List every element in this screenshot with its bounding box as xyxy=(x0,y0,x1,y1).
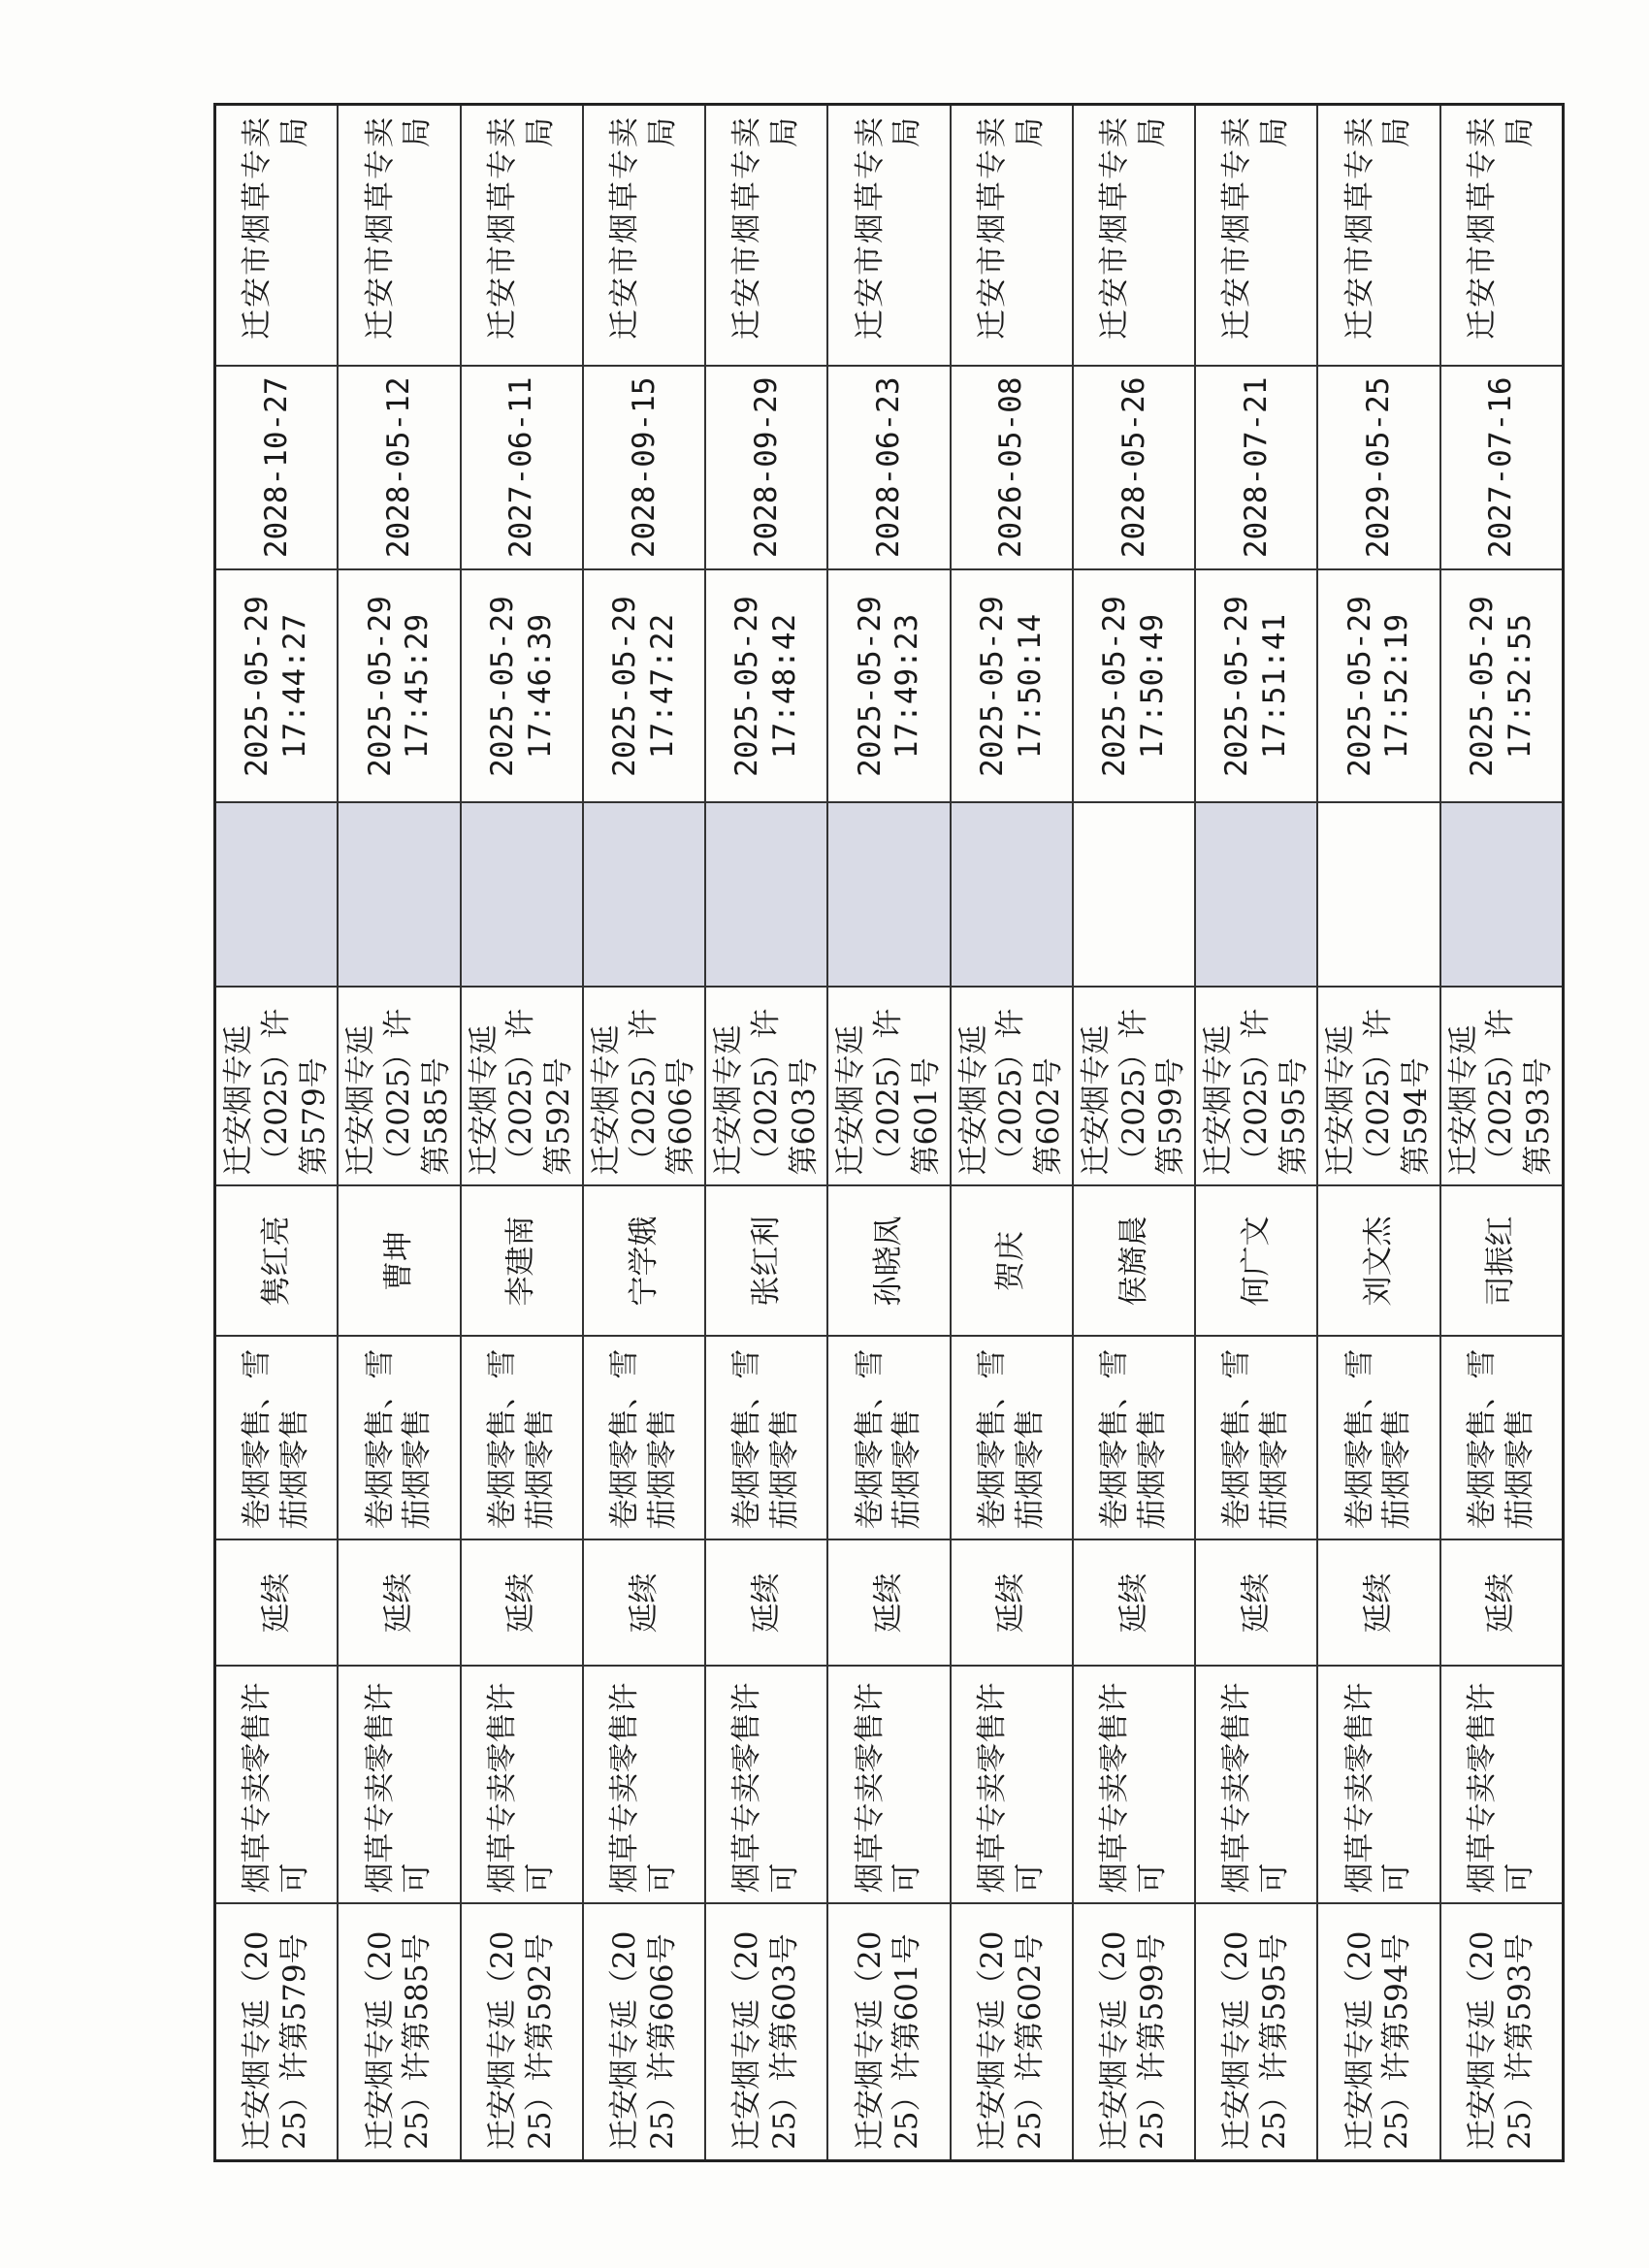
table-row xyxy=(583,105,705,2161)
permit-type-cell: 延续 xyxy=(951,1540,1073,1667)
decision-date: 2025-05-29 xyxy=(484,596,520,777)
permit-number-cell: 迁安烟专延（2025）许第599号 xyxy=(1073,1904,1195,2161)
table-body xyxy=(215,105,1564,2161)
decision-time: 17:45:29 xyxy=(400,613,436,760)
decision-datetime-cell xyxy=(338,570,460,803)
table-row xyxy=(827,105,950,2161)
authority-cell: 迁安市烟草专卖局 xyxy=(583,105,705,367)
permit-number-cell: 迁安烟专延（2025）许第593号 xyxy=(1440,1904,1564,2161)
valid-until-cell: 2026-05-08 xyxy=(951,367,1073,570)
permit-item-cell: 烟草专卖零售许可 xyxy=(1073,1667,1195,1904)
authority-cell: 迁安市烟草专卖局 xyxy=(827,105,950,367)
table-row xyxy=(215,105,339,2161)
authority-cell: 迁安市烟草专卖局 xyxy=(705,105,827,367)
authority-cell: 迁安市烟草专卖局 xyxy=(1317,105,1439,367)
business-scope-cell: 卷烟零售、雪茄烟零售 xyxy=(215,1337,339,1540)
authority-cell: 迁安市烟草专卖局 xyxy=(951,105,1073,367)
shaded-cell xyxy=(215,803,339,988)
permit-type-cell: 延续 xyxy=(1440,1540,1564,1667)
holder-name-cell: 宁学娥 xyxy=(583,1186,705,1337)
valid-until-cell: 2029-05-25 xyxy=(1317,367,1439,570)
permit-type-cell: 延续 xyxy=(215,1540,339,1667)
decision-time: 17:52:19 xyxy=(1379,613,1415,760)
decision-datetime-cell xyxy=(1317,570,1439,803)
permit-item-cell: 烟草专卖零售许可 xyxy=(583,1667,705,1904)
permit-item-cell: 烟草专卖零售许可 xyxy=(705,1667,827,1904)
shaded-cell xyxy=(705,803,827,988)
holder-name-cell: 隽红亮 xyxy=(215,1186,339,1337)
business-scope-cell: 卷烟零售、雪茄烟零售 xyxy=(951,1337,1073,1540)
permit-number-cell: 迁安烟专延（2025）许第606号 xyxy=(583,1904,705,2161)
permit-number-cell: 迁安烟专延（2025）许第603号 xyxy=(705,1904,827,2161)
license-code-cell: 迁安烟专延（2025）许第592号 xyxy=(461,988,583,1186)
decision-time: 17:48:42 xyxy=(767,613,803,760)
license-code-cell: 迁安烟专延（2025）许第594号 xyxy=(1317,988,1439,1186)
decision-date: 2025-05-29 xyxy=(240,596,275,777)
business-scope-cell: 卷烟零售、雪茄烟零售 xyxy=(1440,1337,1564,1540)
valid-until-cell: 2028-09-15 xyxy=(583,367,705,570)
decision-time: 17:49:23 xyxy=(889,613,925,760)
decision-date: 2025-05-29 xyxy=(1219,596,1255,777)
table-row xyxy=(1073,105,1195,2161)
holder-name-cell: 侯旖晨 xyxy=(1073,1186,1195,1337)
permit-register-table xyxy=(213,103,1565,2162)
decision-date: 2025-05-29 xyxy=(607,596,643,777)
decision-time: 17:44:27 xyxy=(277,613,313,760)
holder-name-cell: 曹坤 xyxy=(338,1186,460,1337)
authority-cell: 迁安市烟草专卖局 xyxy=(338,105,460,367)
decision-date: 2025-05-29 xyxy=(362,596,398,777)
valid-until-cell: 2028-05-26 xyxy=(1073,367,1195,570)
shaded-cell xyxy=(1195,803,1317,988)
decision-time: 17:50:14 xyxy=(1012,613,1048,760)
decision-time: 17:46:39 xyxy=(522,613,558,760)
valid-until-cell: 2028-05-12 xyxy=(338,367,460,570)
permit-type-cell: 延续 xyxy=(827,1540,950,1667)
decision-datetime-cell xyxy=(827,570,950,803)
license-code-cell: 迁安烟专延（2025）许第603号 xyxy=(705,988,827,1186)
business-scope-cell: 卷烟零售、雪茄烟零售 xyxy=(1073,1337,1195,1540)
license-code-cell: 迁安烟专延（2025）许第593号 xyxy=(1440,988,1564,1186)
permit-type-cell: 延续 xyxy=(338,1540,460,1667)
permit-item-cell: 烟草专卖零售许可 xyxy=(1317,1667,1439,1904)
decision-datetime-cell xyxy=(583,570,705,803)
valid-until-cell: 2028-07-21 xyxy=(1195,367,1317,570)
decision-datetime-cell xyxy=(1195,570,1317,803)
permit-item-cell: 烟草专卖零售许可 xyxy=(1440,1667,1564,1904)
business-scope-cell: 卷烟零售、雪茄烟零售 xyxy=(583,1337,705,1540)
permit-number-cell: 迁安烟专延（2025）许第595号 xyxy=(1195,1904,1317,2161)
table-row xyxy=(1440,105,1564,2161)
shaded-cell xyxy=(1440,803,1564,988)
valid-until-cell: 2028-10-27 xyxy=(215,367,339,570)
table-row xyxy=(461,105,583,2161)
permit-item-cell: 烟草专卖零售许可 xyxy=(338,1667,460,1904)
permit-number-cell: 迁安烟专延（2025）许第579号 xyxy=(215,1904,339,2161)
authority-cell: 迁安市烟草专卖局 xyxy=(1073,105,1195,367)
decision-date: 2025-05-29 xyxy=(974,596,1010,777)
decision-time: 17:52:55 xyxy=(1502,613,1537,760)
decision-time: 17:50:49 xyxy=(1134,613,1170,760)
rotated-document-sheet xyxy=(213,106,1556,2162)
authority-cell: 迁安市烟草专卖局 xyxy=(1440,105,1564,367)
decision-datetime-cell xyxy=(705,570,827,803)
shaded-cell xyxy=(1073,803,1195,988)
decision-time: 17:51:41 xyxy=(1257,613,1293,760)
permit-item-cell: 烟草专卖零售许可 xyxy=(951,1667,1073,1904)
permit-type-cell: 延续 xyxy=(705,1540,827,1667)
license-code-cell: 迁安烟专延（2025）许第579号 xyxy=(215,988,339,1186)
holder-name-cell: 李建南 xyxy=(461,1186,583,1337)
decision-datetime-cell xyxy=(215,570,339,803)
business-scope-cell: 卷烟零售、雪茄烟零售 xyxy=(338,1337,460,1540)
permit-type-cell: 延续 xyxy=(1195,1540,1317,1667)
permit-item-cell: 烟草专卖零售许可 xyxy=(461,1667,583,1904)
decision-datetime-cell xyxy=(1440,570,1564,803)
shaded-cell xyxy=(827,803,950,988)
holder-name-cell: 张红利 xyxy=(705,1186,827,1337)
valid-until-cell: 2028-06-23 xyxy=(827,367,950,570)
permit-item-cell: 烟草专卖零售许可 xyxy=(1195,1667,1317,1904)
table-row xyxy=(951,105,1073,2161)
authority-cell: 迁安市烟草专卖局 xyxy=(1195,105,1317,367)
business-scope-cell: 卷烟零售、雪茄烟零售 xyxy=(461,1337,583,1540)
decision-datetime-cell xyxy=(1073,570,1195,803)
holder-name-cell: 贺庆 xyxy=(951,1186,1073,1337)
license-code-cell: 迁安烟专延（2025）许第606号 xyxy=(583,988,705,1186)
business-scope-cell: 卷烟零售、雪茄烟零售 xyxy=(1195,1337,1317,1540)
permit-type-cell: 延续 xyxy=(461,1540,583,1667)
permit-type-cell: 延续 xyxy=(583,1540,705,1667)
shaded-cell xyxy=(951,803,1073,988)
authority-cell: 迁安市烟草专卖局 xyxy=(461,105,583,367)
table-row xyxy=(1195,105,1317,2161)
shaded-cell xyxy=(461,803,583,988)
license-code-cell: 迁安烟专延（2025）许第601号 xyxy=(827,988,950,1186)
license-code-cell: 迁安烟专延（2025）许第602号 xyxy=(951,988,1073,1186)
permit-number-cell: 迁安烟专延（2025）许第602号 xyxy=(951,1904,1073,2161)
holder-name-cell: 孙晓凤 xyxy=(827,1186,950,1337)
permit-item-cell: 烟草专卖零售许可 xyxy=(827,1667,950,1904)
decision-datetime-cell xyxy=(461,570,583,803)
license-code-cell: 迁安烟专延（2025）许第599号 xyxy=(1073,988,1195,1186)
decision-date: 2025-05-29 xyxy=(852,596,888,777)
holder-name-cell: 司振红 xyxy=(1440,1186,1564,1337)
holder-name-cell: 刘文杰 xyxy=(1317,1186,1439,1337)
permit-number-cell: 迁安烟专延（2025）许第585号 xyxy=(338,1904,460,2161)
business-scope-cell: 卷烟零售、雪茄烟零售 xyxy=(705,1337,827,1540)
decision-time: 17:47:22 xyxy=(644,613,680,760)
table-row xyxy=(705,105,827,2161)
business-scope-cell: 卷烟零售、雪茄烟零售 xyxy=(827,1337,950,1540)
shaded-cell xyxy=(338,803,460,988)
shaded-cell xyxy=(583,803,705,988)
decision-date: 2025-05-29 xyxy=(1097,596,1133,777)
table-row xyxy=(1317,105,1439,2161)
decision-date: 2025-05-29 xyxy=(1464,596,1500,777)
permit-item-cell: 烟草专卖零售许可 xyxy=(215,1667,339,1904)
valid-until-cell: 2028-09-29 xyxy=(705,367,827,570)
shaded-cell xyxy=(1317,803,1439,988)
valid-until-cell: 2027-07-16 xyxy=(1440,367,1564,570)
permit-type-cell: 延续 xyxy=(1317,1540,1439,1667)
business-scope-cell: 卷烟零售、雪茄烟零售 xyxy=(1317,1337,1439,1540)
decision-date: 2025-05-29 xyxy=(1342,596,1377,777)
authority-cell: 迁安市烟草专卖局 xyxy=(215,105,339,367)
decision-datetime-cell xyxy=(951,570,1073,803)
valid-until-cell: 2027-06-11 xyxy=(461,367,583,570)
decision-date: 2025-05-29 xyxy=(729,596,765,777)
permit-number-cell: 迁安烟专延（2025）许第601号 xyxy=(827,1904,950,2161)
permit-type-cell: 延续 xyxy=(1073,1540,1195,1667)
permit-number-cell: 迁安烟专延（2025）许第594号 xyxy=(1317,1904,1439,2161)
license-code-cell: 迁安烟专延（2025）许第585号 xyxy=(338,988,460,1186)
holder-name-cell: 何广文 xyxy=(1195,1186,1317,1337)
table-row xyxy=(338,105,460,2161)
permit-number-cell: 迁安烟专延（2025）许第592号 xyxy=(461,1904,583,2161)
license-code-cell: 迁安烟专延（2025）许第595号 xyxy=(1195,988,1317,1186)
